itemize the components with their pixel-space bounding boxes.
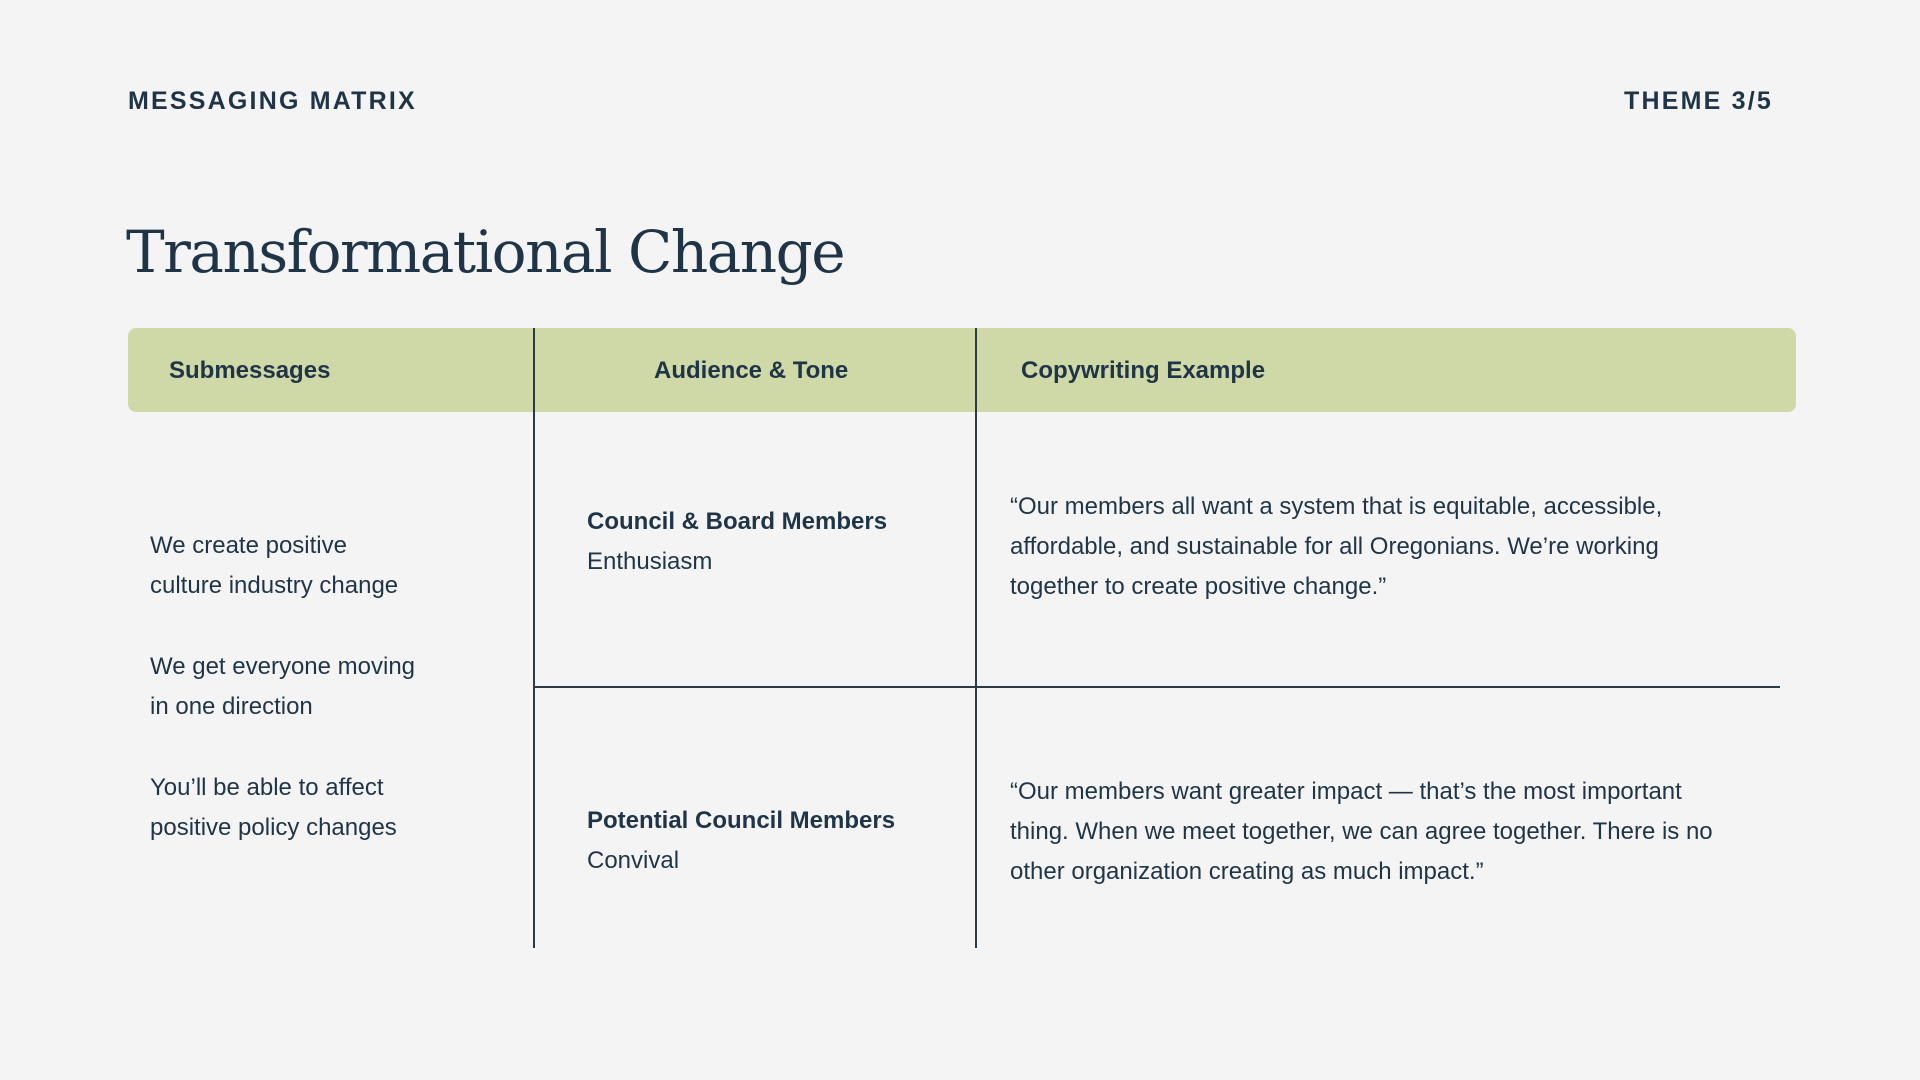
submessage-item: We create positive culture industry change	[150, 532, 399, 599]
theme-counter: THEME 3/5	[1624, 87, 1773, 115]
audience-tone: Enthusiasm	[587, 548, 713, 575]
copywriting-example: “Our members all want a system that is equitable, accessible, affordable, and sustainable for all Oregonians. We’re working together to create positive change.”	[1010, 493, 1663, 600]
audience-name: Council & Board Members	[587, 508, 888, 535]
audience-tone: Convival	[587, 847, 680, 874]
column-header-copywriting-example: Copywriting Example	[1021, 357, 1266, 384]
column-header-audience-tone: Audience & Tone	[654, 357, 849, 384]
audience-name: Potential Council Members	[587, 807, 896, 834]
section-label: MESSAGING MATRIX	[128, 87, 417, 115]
submessage-item: We get everyone moving in one direction	[150, 653, 416, 720]
column-header-submessages: Submessages	[169, 357, 331, 384]
submessage-item: You’ll be able to affect positive policy changes	[150, 774, 397, 841]
column-divider-2	[975, 328, 977, 948]
column-divider-1	[533, 328, 535, 948]
page-title: Transformational Change	[126, 218, 845, 286]
copywriting-example: “Our members want greater impact — that’s the most important thing. When we meet together, we can agree together. There is no other organization creating as much impact.”	[1010, 778, 1713, 885]
row-divider	[534, 686, 1780, 688]
table-header-bar	[128, 328, 1796, 412]
